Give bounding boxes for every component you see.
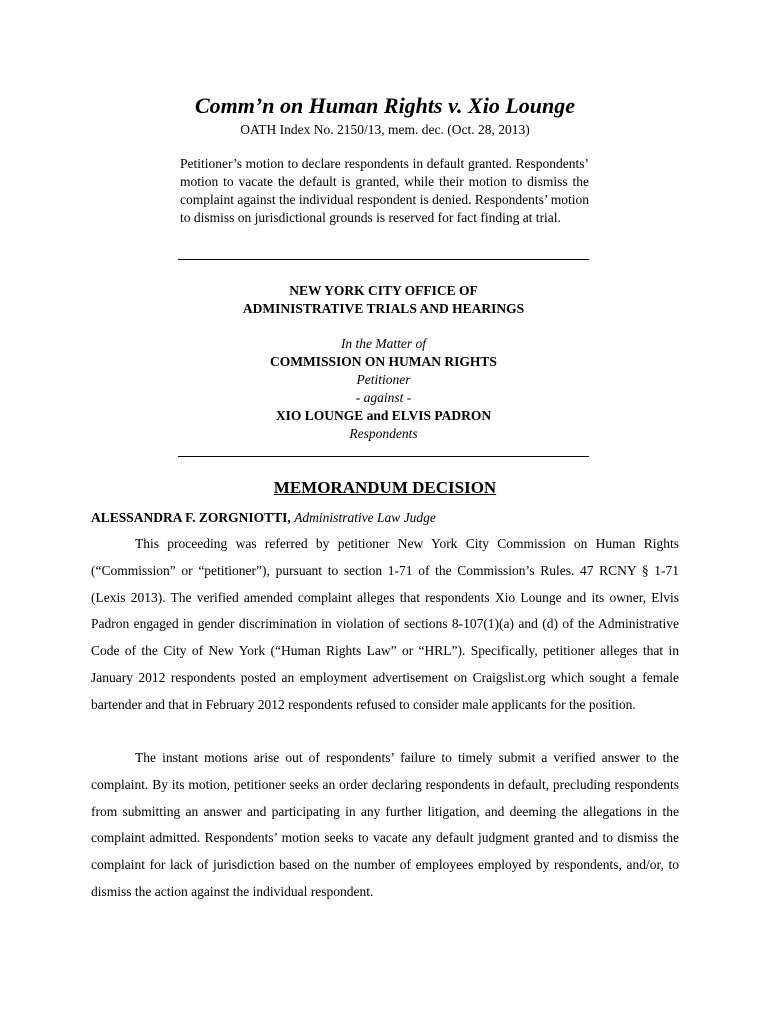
in-the-matter-label: In the Matter of xyxy=(340,336,427,351)
case-title: Comm’n on Human Rights v. Xio Lounge xyxy=(195,93,575,118)
agency-name-line-1: NEW YORK CITY OFFICE OF xyxy=(289,283,478,298)
caption-bottom-divider xyxy=(178,456,589,457)
against-label: - against - xyxy=(355,390,412,405)
judge-line xyxy=(91,509,436,527)
body-paragraph-2: The instant motions arise out of respondents’ failure to timely submit a verified answer to the complaint. By its motion, petitioner seeks an order declaring respondents in default, precluding respondents from submitting an answer and participating in any further litigation, and deeming the allegations in the complaint admitted. Respondents’ motion seeks to vacate any default judgment granted and to dismiss the complaint for lack of jurisdiction based on the number of employees employed by respondents, and/or, to dismiss the action against the individual respondent. xyxy=(91,750,679,899)
judge-name: ALESSANDRA F. ZORGNIOTTI, xyxy=(91,510,291,525)
memorandum-heading: MEMORANDUM DECISION xyxy=(273,478,497,497)
petitioner-name: COMMISSION ON HUMAN RIGHTS xyxy=(270,354,497,369)
petitioner-role: Petitioner xyxy=(356,372,411,387)
respondent-names: XIO LOUNGE and ELVIS PADRON xyxy=(275,408,492,423)
case-summary: Petitioner’s motion to declare respondents in default granted. Respondents’ motion to vacate the default is granted, while their motion to dismiss the complaint against the individual respondent is denied. Respondents’ motion to dismiss on jurisdictional grounds is reserved for fact finding at trial. xyxy=(180,156,589,225)
caption-top-divider xyxy=(178,259,589,260)
judge-title: Administrative Law Judge xyxy=(294,510,436,525)
agency-name-line-2: ADMINISTRATIVE TRIALS AND HEARINGS xyxy=(242,301,525,316)
case-citation: OATH Index No. 2150/13, mem. dec. (Oct. 28, 2013) xyxy=(240,122,530,137)
respondent-role: Respondents xyxy=(349,426,418,441)
body-paragraph-1: This proceeding was referred by petitioner New York City Commission on Human Rights (“Commission” or “petitioner”), pursuant to section 1-71 of the Commission’s Rules. 47 RCNY § 1-71 (Lexis 2013). The verified amended complaint alleges that respondents Xio Lounge and its owner, Elvis Padron engaged in gender discrimination in violation of sections 8-107(1)(a) and (d) of the Administrative Code of the City of New York (“Human Rights Law” or “HRL”). Specifically, petitioner alleges that in January 2012 respondents posted an employment advertisement on Craigslist.org which sought a female bartender and that in February 2012 respondents refused to consider male applicants for the position. xyxy=(91,536,679,712)
